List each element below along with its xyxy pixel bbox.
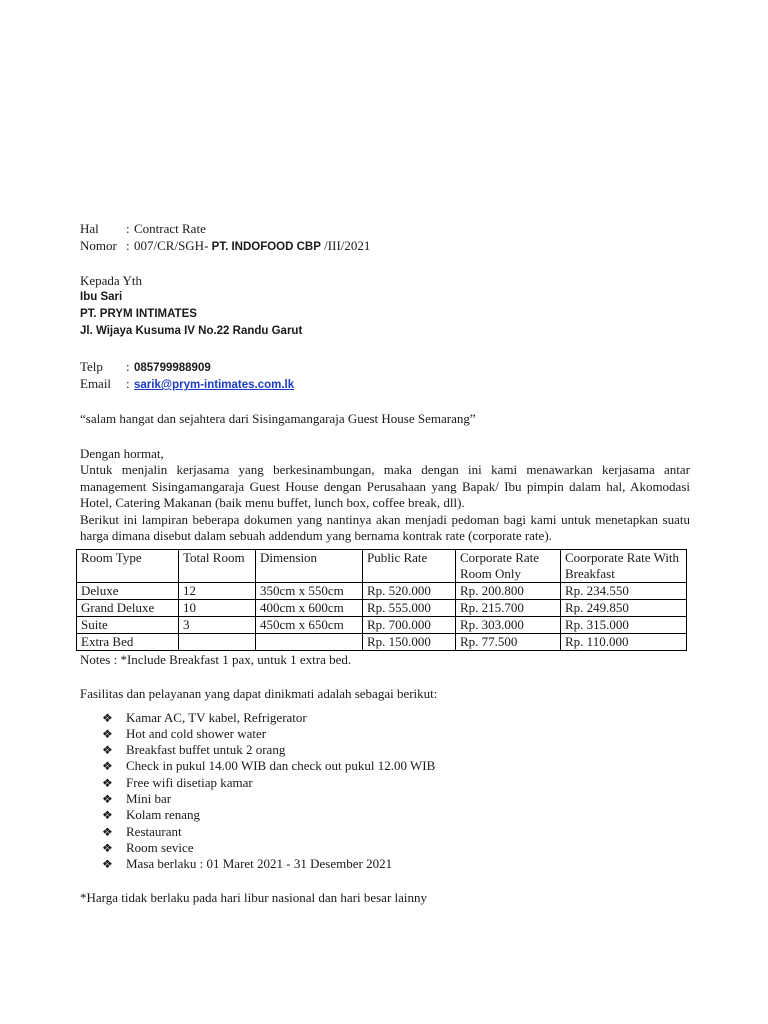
hal-label: Hal [80, 221, 99, 236]
email-colon: : [126, 376, 130, 391]
recipient-name: Ibu Sari [80, 291, 123, 303]
table-header-row [77, 549, 687, 582]
cell-total-room: 3 [179, 616, 256, 633]
list-item-text: Check in pukul 14.00 WIB dan check out pukul 12.00 WIB [126, 758, 436, 774]
list-item-text: Hot and cold shower water [126, 725, 267, 741]
cell-corporate-room-only: Rp. 303.000 [456, 616, 561, 633]
cell-public-rate: Rp. 150.000 [363, 633, 456, 650]
cell-total-room: 10 [179, 599, 256, 616]
nomor-prefix: 007/CR/SGH- [134, 238, 209, 253]
list-item [102, 726, 690, 742]
paragraph-attachment: Berikut ini lampiran beberapa dokumen yang nantinya akan menjadi pedoman bagi kami untuk menetapkan suatu harga dimana disebut dalam sebuah addendum yang bernama kontrak rate (corporate rate). [80, 511, 690, 543]
cell-public-rate: Rp. 700.000 [363, 616, 456, 633]
table-row [77, 599, 687, 616]
table-row [77, 633, 687, 650]
cell-corporate-room-only: Rp. 77.500 [456, 633, 561, 650]
cell-dimension: 450cm x 650cm [256, 616, 363, 633]
list-item [102, 791, 690, 807]
header-corporate-room-only: Corporate Rate Room Only [456, 549, 561, 582]
salutation: Dengan hormat, [80, 446, 164, 461]
cell-public-rate: Rp. 555.000 [363, 599, 456, 616]
table-notes: Notes : *Include Breakfast 1 pax, untuk 1 extra bed. [80, 651, 352, 667]
list-item-text: Restaurant [126, 823, 182, 839]
header-public-rate: Public Rate [363, 549, 456, 582]
list-item [102, 856, 690, 872]
diamond-bullet-icon: ❖ [102, 726, 113, 741]
greeting-quote: “salam hangat dan sejahtera dari Sisingamangaraja Guest House Semarang” [80, 411, 476, 426]
cell-corporate-breakfast: Rp. 315.000 [561, 616, 687, 633]
recipient-greeting: Kepada Yth [80, 273, 142, 288]
cell-room-type: Suite [77, 616, 179, 633]
list-item [102, 840, 690, 856]
list-item-text: Mini bar [126, 790, 172, 806]
diamond-bullet-icon: ❖ [102, 743, 113, 758]
diamond-bullet-icon: ❖ [102, 824, 113, 839]
header-room-type: Room Type [77, 549, 179, 582]
cell-room-type: Extra Bed [77, 633, 179, 650]
list-item-text: Masa berlaku : 01 Maret 2021 - 31 Desember 2021 [126, 856, 393, 872]
list-item [102, 807, 690, 823]
diamond-bullet-icon: ❖ [102, 759, 113, 774]
list-item-text: Kamar AC, TV kabel, Refrigerator [126, 709, 307, 725]
nomor-company: PT. INDOFOOD CBP [211, 241, 321, 253]
list-item-text: Breakfast buffet untuk 2 orang [126, 742, 286, 758]
list-item [102, 824, 690, 840]
letter-page [80, 220, 690, 906]
cell-corporate-room-only: Rp. 215.700 [456, 599, 561, 616]
header-corporate-breakfast: Coorporate Rate With Breakfast [561, 549, 687, 582]
nomor-suffix: /III/2021 [324, 238, 371, 253]
recipient-address: Jl. Wijaya Kusuma IV No.22 Randu Garut [80, 325, 303, 337]
header-total-room: Total Room [179, 549, 256, 582]
hal-colon: : [126, 221, 130, 236]
nomor-line [80, 237, 690, 254]
hal-value: Contract Rate [134, 221, 206, 236]
cell-total-room [179, 633, 256, 650]
diamond-bullet-icon: ❖ [102, 791, 113, 806]
telp-line [80, 358, 690, 375]
list-item-text: Kolam renang [126, 807, 201, 823]
facilities-intro: Fasilitas dan pelayanan yang dapat dinikmati adalah sebagai berikut: [80, 685, 438, 701]
cell-corporate-breakfast: Rp. 234.550 [561, 582, 687, 599]
cell-corporate-room-only: Rp. 200.800 [456, 582, 561, 599]
table-row [77, 616, 687, 633]
header-dimension: Dimension [256, 549, 363, 582]
paragraph-intro: Untuk menjalin kerjasama yang berkesinambungan, maka dengan ini kami menawarkan kerjasama antar management Sisingamangaraja Guest House dengan Perusahaan yang Bapak/ Ibu pimpin dalam hal, Akomodasi Hotel, Catering Makanan (baik menu buffet, lunch box, coffee break, dll). [80, 462, 690, 510]
diamond-bullet-icon: ❖ [102, 710, 113, 725]
telp-colon: : [126, 359, 130, 374]
cell-total-room: 12 [179, 582, 256, 599]
cell-dimension [256, 633, 363, 650]
hal-line [80, 220, 690, 237]
list-item-text: Free wifi disetiap kamar [126, 774, 253, 790]
diamond-bullet-icon: ❖ [102, 775, 113, 790]
list-item [102, 758, 690, 774]
nomor-label: Nomor [80, 238, 117, 253]
list-item-text: Room sevice [126, 839, 194, 855]
email-line [80, 375, 690, 392]
diamond-bullet-icon: ❖ [102, 857, 113, 872]
table-row [77, 582, 687, 599]
list-item [102, 742, 690, 758]
cell-room-type: Deluxe [77, 582, 179, 599]
cell-public-rate: Rp. 520.000 [363, 582, 456, 599]
nomor-colon: : [126, 238, 130, 253]
cell-dimension: 400cm x 600cm [256, 599, 363, 616]
email-link[interactable]: sarik@prym-intimates.com.lk [134, 379, 295, 391]
facilities-list [80, 710, 690, 873]
cell-corporate-breakfast: Rp. 249.850 [561, 599, 687, 616]
list-item [102, 775, 690, 791]
diamond-bullet-icon: ❖ [102, 840, 113, 855]
email-label: Email [80, 376, 112, 391]
footer-note: *Harga tidak berlaku pada hari libur nasional dan hari besar lainny [80, 890, 428, 906]
rate-table [76, 549, 687, 651]
list-item [102, 710, 690, 726]
cell-dimension: 350cm x 550cm [256, 582, 363, 599]
recipient-company: PT. PRYM INTIMATES [80, 308, 197, 320]
diamond-bullet-icon: ❖ [102, 808, 113, 823]
telp-label: Telp [80, 359, 103, 374]
telp-value: 085799988909 [134, 362, 211, 374]
cell-corporate-breakfast: Rp. 110.000 [561, 633, 687, 650]
cell-room-type: Grand Deluxe [77, 599, 179, 616]
